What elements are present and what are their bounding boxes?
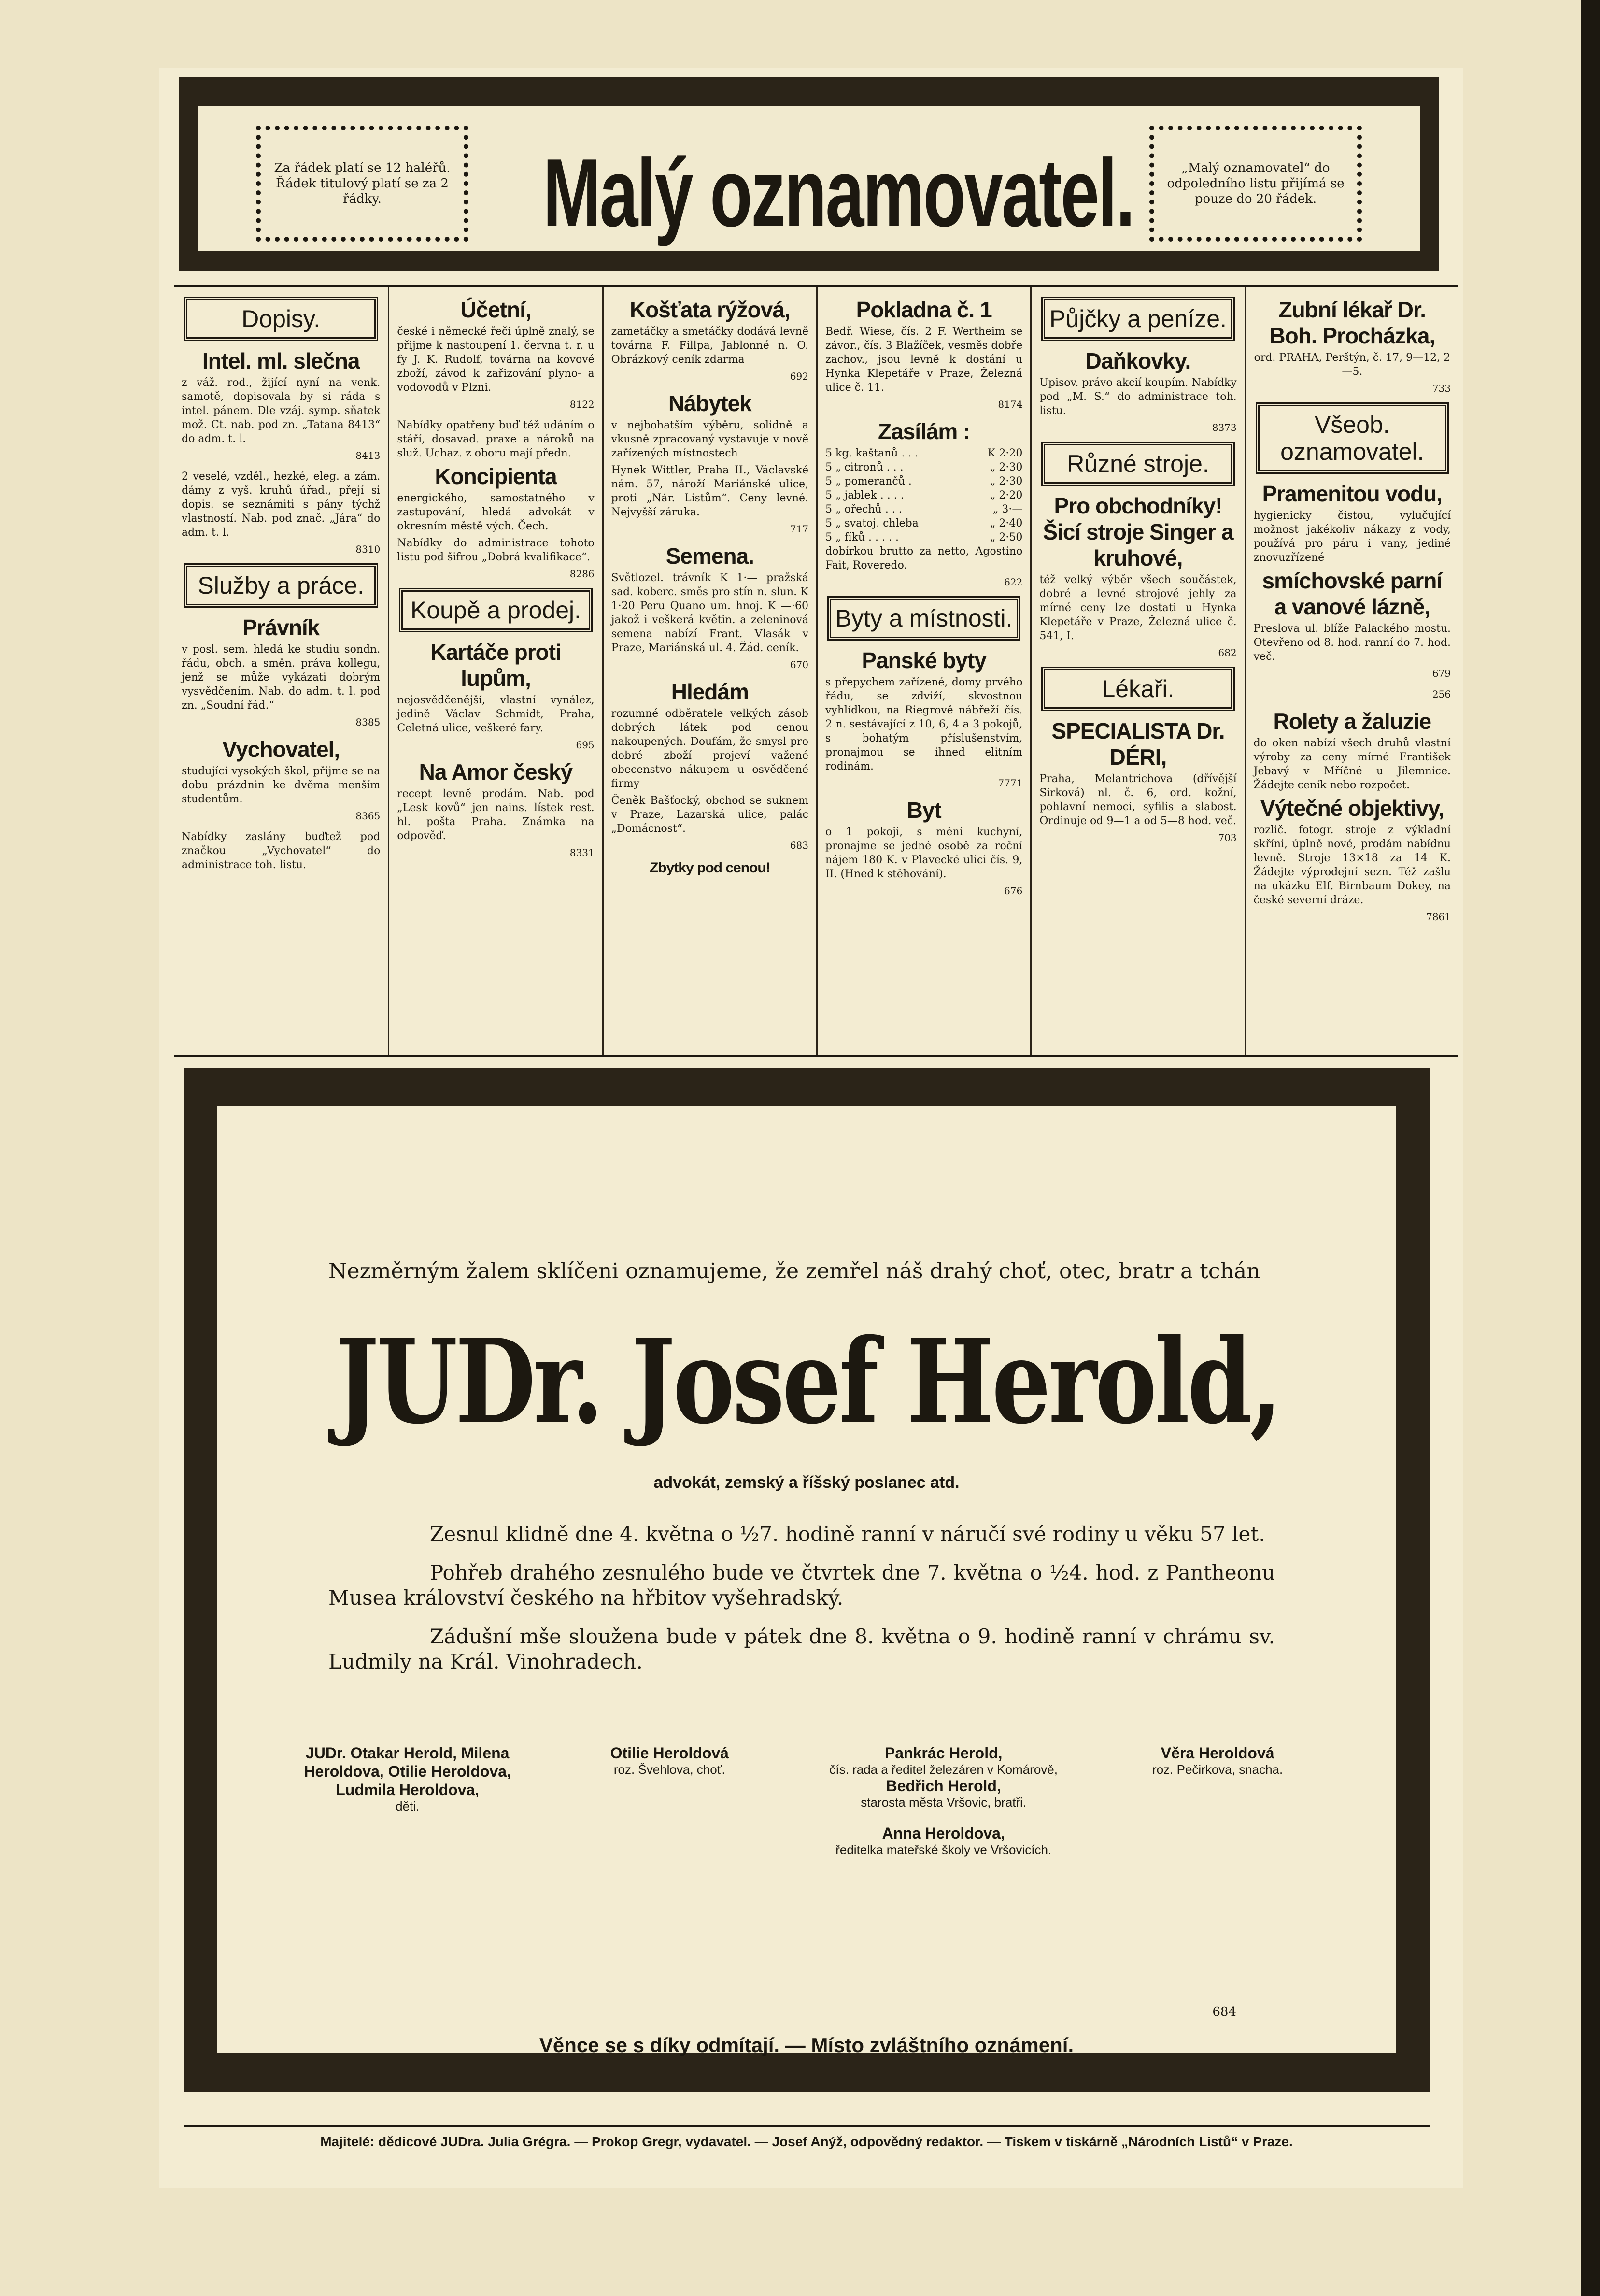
ad-heading: Koncipienta [435,464,557,489]
ad-heading: Zasílám : [878,419,970,444]
ad-heading: Hledám [671,679,749,704]
price-item: 5 „ ořechů . . . [825,503,902,515]
ad-number: 8331 [569,847,595,858]
mourner-group [549,1744,790,1857]
price-row [825,460,1022,474]
ad-text: 2 veselé, vzděl., hezké, eleg. a zám. dámy z vyš. kruhů úřad., přejí si dopis. se seznámiti s pány týchž vlastností. Nab. pod znač. „Jára“ do adm. t. l. [182,471,381,539]
masthead-inner [198,106,1420,251]
ad-text: v posl. sem. hledá ke studiu sondn. řádu, obch. a směn. práva kollegu, jenž se může vykázati dobrým vysvědčením. Nab. do adm. t. l. pod zn. „Soudní řád.“ [182,643,381,712]
price-item: 5 kg. kaštanů . . . [825,447,919,459]
ad-number: 676 [1004,885,1023,897]
ad-number: 733 [1432,383,1451,394]
ad-text: energického, samostatného v zastupování, hledá advokát v okresním městě vých. Čech. [397,492,595,532]
ad-text: Hynek Wittler, Praha II., Václavské nám. 57, nároží Mariánské ulice, proti „Nár. Listům“. Ceny levné. Nejvyšší záruka. [611,464,808,518]
ad-text: též velký výběr všech součástek, dobré a levné strojové jehly za mírné ceny lze dostati u Hynka Klepetáře v Praze, Železná ulice č. 541, I. [1039,574,1237,642]
ad-heading: Účetní, [460,297,531,322]
price-value: „ 2·30 [990,461,1023,473]
price-item: 5 „ svatoj. chleba [825,517,919,529]
price-item: 5 „ pomerančů . [825,475,912,487]
obituary-body [328,1522,1275,1688]
ad-number: 7771 [998,777,1023,789]
price-row [825,516,1022,530]
ad-heading: Daňkovky. [1085,348,1191,373]
ad-heading: Na Amor český [419,759,573,784]
mourner-relation: roz. Švehlova, choť. [613,1762,725,1777]
ad-heading: Vychovatel, [222,737,340,762]
price-item: 5 „ fíků . . . . . [825,531,899,543]
ad-text: Světlozel. trávník K 1·— pražská sad. koberc. směs pro stín n. slun. K 1·20 Peru Quano um. hnoj. K —·60 jakož i veškerá květin. a zeleninová semena nabízí Frant. Vlasák v Praze, Mariánská ul. 4. Žád. ceník. [611,572,808,654]
ad-text: recept levně prodám. Nab. pod „Lesk kovů“ jen nains. lístek rest. hl. pošta Praha. Známka na odpověď. [397,788,595,842]
ad-text: Preslova ul. blíže Palackého mostu. Otevřeno od 8. hod. ranní do 7. hod. več. [1253,623,1451,663]
ad-number: 692 [790,371,808,382]
obituary-paragraph: Pohřeb drahého zesnulého bude ve čtvrtek dne 7. května o ½4. hod. z Pantheonu Musea království českého na hřbitov vyšehradský. [328,1561,1275,1610]
ad-number: 8286 [569,568,595,580]
ad-text: hygienicky čistou, vylučující možnost jakékoliv nákazy z vody, používá pro páru i vany, jediné znovuzřízené [1253,510,1451,564]
price-value: „ 2·40 [990,517,1023,529]
ad-heading: Pramenitou vodu, [1262,481,1443,506]
ad-heading: Košťata rýžová, [629,297,790,322]
section-header-lekari: Lékaři. [1041,667,1234,711]
ad-heading: Výtečné objektivy, [1260,796,1444,821]
ads-column-3 [602,287,816,1055]
ad-text: s přepychem zařízené, domy prvého řádu, se zdviží, skvostnou vyhlídkou, na Riegrově nábřeží čís. 2 n. sestávající z 10, 6, 4 a 3 pokojů, s bohatým příslušenstvím, pronajmou se ihned elitním rodinám. [825,676,1023,772]
section-header-sluzby: Služby a práce. [184,563,378,608]
ad-text: Bedř. Wiese, čís. 2 F. Wertheim se závor., čís. 3 Blažíček, vesměs dobře zachov., jsou levně k dostání u Hynka Klepetáře v Praze, Železná ulice č. 11. [825,326,1023,394]
ad-text: rozumné odběratele velkých zásob dobrých látek pod cenou nakoupených. Doufám, že smysl pro dobré zboží projeví važené obecenstvo nákupem u osvědčené firmy [611,708,808,790]
ad-number: 8373 [1212,422,1237,433]
deceased-name: JUDr. Josef Herold, [335,1313,1280,1450]
price-value: „ 2·30 [990,475,1023,487]
price-row [825,502,1022,516]
ad-text: rozlič. fotogr. stroje z výkladní skříni, úplně nové, prodám nabídnu levně. Stroje 13×18 za 14 K. Žádejte výprodejní sezn. Též zašlu na ukázku Elf. Birnbaum Dokey, na české severní dráze. [1253,824,1451,906]
ad-number: 683 [790,840,808,851]
ad-text: o 1 pokoji, s mění kuchyní, pronajme se jedné osobě za roční nájem 180 K. v Plavecké ulici čís. 9, II. (Hned k stěhování). [825,826,1023,880]
ad-text: české i německé řeči úplně znalý, se přijme k nastoupení 1. června t. r. u fy J. K. Rudolf, továrna na kovové zboží, závod k zařizování plyno- a vodovodů v Plzni. [397,326,595,394]
section-header-dopisy: Dopisy. [184,297,378,341]
mourner-names: Anna Heroldova, [882,1825,1005,1842]
price-list [825,446,1022,544]
ad-heading: Rolety a žaluzie [1273,709,1431,734]
ad-heading: Intel. ml. slečna [202,348,360,373]
mourners [275,1744,1338,1857]
ad-text: Praha, Melantrichova (dřívější Sirková) nl. č. 6, ord. kožní, pohlavní nemoci, syfilis a slabost. Ordinuje od 9—1 a od 5—8 hod. več. [1039,773,1237,827]
ads-column-5 [1030,287,1244,1055]
obituary-notice [184,1068,1430,2092]
deceased-profession: advokát, zemský a říšský poslanec atd. [653,1473,960,1492]
ad-text: do oken nabízí všech druhů vlastní výroby za ceny mírné František Jebavý v Mříčné u Jilemnice. Žádejte ceník nebo rozpočet. [1253,737,1451,791]
obituary-intro: Nezměrným žalem sklíčeni oznamujeme, že zemřel náš drahý choť, otec, bratr a tchán [328,1259,1260,1283]
mourner-names: JUDr. Otakar Herold, Milena Heroldova, Otilie Heroldova, Ludmila Heroldova, [304,1744,511,1798]
mourner-relation: starosta města Vršovic, bratři. [861,1795,1027,1810]
section-header-koupe: Koupě a prodej. [399,588,592,632]
ad-number: 8385 [355,716,381,728]
ad-heading: Byt [906,798,941,823]
ad-number: 670 [790,659,808,670]
mourner-relation: roz. Pečirkova, snacha. [1152,1762,1283,1777]
ad-heading: Právník [242,615,320,640]
ads-column-2 [388,287,602,1055]
price-item: 5 „ citronů . . . [825,461,904,473]
mourner-group [1097,1744,1338,1857]
ad-number: 622 [1004,576,1023,588]
ad-heading: smíchovské parní a vanové lázně, [1262,568,1443,619]
mourner-relation: čís. rada a ředitel železáren v Komárově, [829,1762,1058,1777]
price-box-right: „Malý oznamovatel“ do odpoledního listu přijímá se pouze do 20 řádek. [1149,126,1362,242]
price-value: „ 2·20 [990,489,1023,501]
price-value: „ 3·— [992,503,1023,515]
ad-heading: Panské byty [862,648,986,673]
ads-column-6 [1245,287,1458,1055]
mourner-names: Pankrác Herold, [884,1744,1003,1762]
price-row [825,446,1022,460]
ad-text: Nabídky opatřeny buď též udáním o stáří, dosavad. praxe a nároků na služ. Uchaz. z oboru mají předn. [397,419,595,459]
ad-heading: Pokladna č. 1 [856,297,992,322]
mourner-relation: ředitelka mateřské školy ve Vršovicích. [835,1842,1052,1857]
ad-text: zametáčky a smetáčky dodává levně továrna F. Fillpa, Jablonné n. O. Obrázkový ceník zdarma [611,326,808,366]
section-header-pujcky: Půjčky a peníze. [1041,297,1234,341]
ad-number: 703 [1218,832,1237,843]
page-edge [1581,0,1600,2296]
ad-number: 8365 [355,810,381,822]
mourner-group [799,1744,1088,1857]
section-header-vseob: Všeob. oznamovatel. [1256,402,1449,474]
mourner-names: Otilie Heroldová [610,1744,729,1762]
price-value: „ 2·50 [990,531,1023,543]
price-box-left: Za řádek platí se 12 haléřů. Řádek titulový platí se za 2 řádky. [256,126,468,242]
ad-heading: Nábytek [668,391,751,416]
ad-text: Čeněk Bašťocký, obchod se suknem v Praze, Lazarská ulice, palác „Domácnost“. [611,795,808,835]
ad-text: Nabídky zaslány buďtež pod značkou „Vychovatel“ do administrace toh. listu. [182,831,381,871]
ad-text: Upisov. právo akcií koupím. Nabídky pod „M. S.“ do administrace toh. listu. [1039,377,1237,417]
obituary-inner [217,1106,1396,2056]
ad-tagline: Zbytky pod cenou! [649,860,770,876]
price-item: 5 „ jablek . . . . [825,489,904,501]
ad-heading: Semena. [665,543,754,569]
ad-number: 8174 [998,399,1023,410]
ad-text: dobírkou brutto za netto, Agostino Fait, Roveredo. [825,545,1023,571]
price-row [825,474,1022,488]
ad-heading: Kartáče proti lupům, [430,640,561,691]
ad-number: 256 [1432,688,1451,700]
price-value: K 2·20 [987,447,1023,459]
mourner-relation: děti. [396,1799,420,1813]
ad-text: v nejbohatším výběru, solidně a vkusně zpracovaný vystavuje v nově zařízených místnostech [611,419,808,459]
obituary-paragraph: Zesnul klidně dne 4. května o ½7. hodině ranní v náručí své rodiny u věku 57 let. [430,1522,1265,1546]
ad-text: nejosvědčenější, vlastní vynález, jedině Václav Schmidt, Praha, Celetná ulice, veškeré fary. [397,694,595,734]
ads-column-4 [816,287,1030,1055]
ad-number: 682 [1218,647,1237,658]
masthead [179,77,1439,271]
ad-number: 717 [790,523,808,535]
ad-text: ord. PRAHA, Perštýn, č. 17, 9—12, 2—5. [1254,352,1451,378]
ad-number: 8122 [569,399,595,410]
ad-number: 695 [576,739,595,751]
ad-text: z váž. rod., žijící nyní na venk. samotě, dopisovala by si ráda s intel. pánem. Dle vzáj. symp. sňatek mož. Ct. nab. pod zn. „Tatana 8413“ do adm. t. l. [182,377,381,445]
section-header-stroje: Různé stroje. [1041,442,1234,486]
ad-number: 7861 [1426,911,1451,923]
mourner-names: Věra Heroldová [1161,1744,1274,1762]
imprint-footer: Majitelé: dědicové JUDra. Julia Grégra. — Prokop Gregr, vydavatel. — Josef Anýž, odpovědný redaktor. — Tiskem v tiskárně „Národních Listů“ v Praze. [184,2125,1430,2150]
ad-heading: Zubní lékař Dr. Boh. Procházka, [1269,297,1435,348]
ad-number: 679 [1432,668,1451,679]
price-row [825,530,1022,544]
obituary-paragraph: Zádušní mše sloužena bude v pátek dne 8. května o 9. hodině ranní v chrámu sv. Ludmily na Král. Vinohradech. [328,1625,1275,1673]
ad-text: studující vysokých škol, přijme se na dobu prázdnin ke dvěma menším studentům. [182,765,381,805]
section-header-byty: Byty a místnosti. [827,596,1020,641]
ad-heading: Pro obchodníky! Šicí stroje Singer a kruhové, [1043,493,1233,570]
ads-column-1 [174,287,388,1055]
ad-text: Nabídky do administrace tohoto listu pod šifrou „Dobrá kvalifikace“. [397,537,595,563]
ad-number: 8310 [355,543,381,555]
masthead-title: Malý oznamovatel. [543,139,1134,247]
classified-ads [174,285,1458,1057]
obituary-closing: Věnce se s díky odmítají. — Místo zvláštního oznámení. [539,2034,1074,2056]
mourner-names: Bedřich Herold, [886,1777,1001,1795]
mourner-group [275,1744,539,1857]
price-row [825,488,1022,502]
ad-heading: SPECIALISTA Dr. DÉRI, [1051,718,1225,770]
ad-number: 8413 [355,450,381,461]
notice-ref-number: 684 [1212,2005,1236,2019]
